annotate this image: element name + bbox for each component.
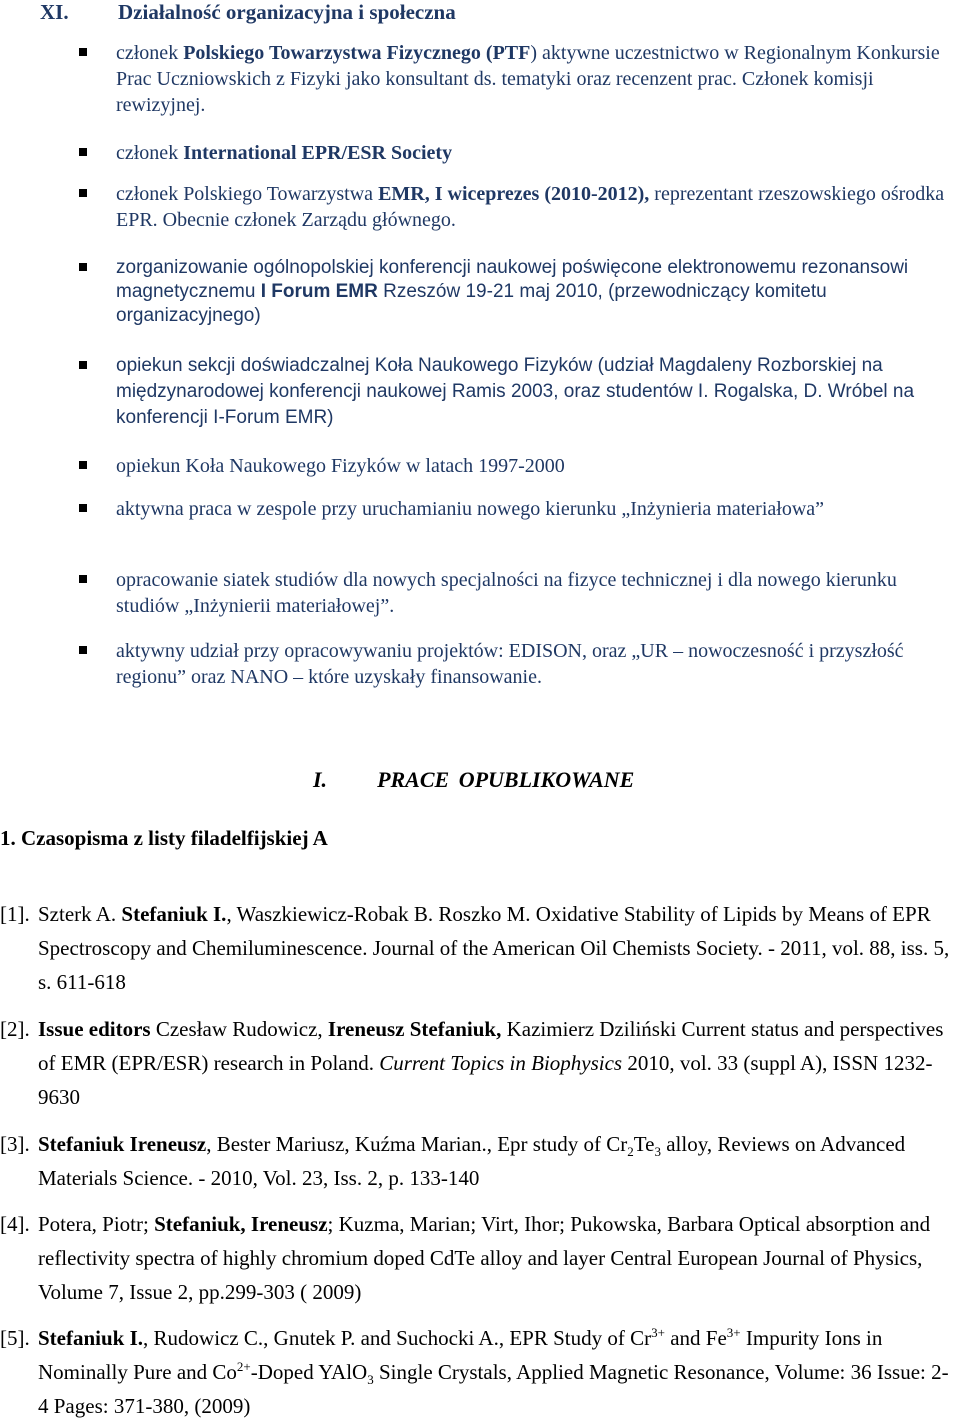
- reference-text-run: Single Crystals, Applied Magnetic Resonance, Volume: 36 Issue: 2-4 Pages: 371-380, (2009): [38, 1360, 949, 1418]
- publications-title: PRACE OPUBLIKOWANE: [377, 767, 635, 792]
- reference-text-run: Te: [633, 1132, 655, 1156]
- activity-item: [116, 638, 952, 690]
- reference-text-run: Issue editors: [38, 1017, 151, 1041]
- journal-list-subheading: 1. Czasopisma z listy filadelfijskiej A: [0, 826, 328, 850]
- reference-text-run: and Fe: [664, 1326, 727, 1350]
- activity-text-run: reprezentant rzeszowskiego ośrodka EPR. Obecnie członek Zarządu głównego.: [116, 183, 945, 231]
- reference-text-run: alloy, Reviews on Advanced Materials Science. - 2010, Vol. 23, Iss. 2, p. 133-140: [38, 1132, 906, 1190]
- reference-text-run: Current Topics in Biophysics: [379, 1051, 623, 1075]
- reference-text-run: , Waszkiewicz-Robak B. Roszko M. Oxidative Stability of Lipids by Means of EPR Spectroscopy and Chemiluminescence. Journal of the American Oil Chemists Society. - 2011, vol. 88, iss. 5, s. 611-618: [38, 902, 950, 994]
- square-bullet-icon: [79, 461, 87, 469]
- activity-text-run: opiekun Koła Naukowego Fizyków w latach 1997-2000: [116, 455, 565, 477]
- square-bullet-icon: [79, 148, 87, 156]
- reference-number: [5].: [0, 1326, 30, 1350]
- activity-text-run: Rzeszów 19-21 maj 2010, (przewodniczący komitetu organizacyjnego): [116, 281, 827, 326]
- section-title: Działalność organizacyjna i społeczna: [118, 0, 456, 24]
- reference-text-run: Stefaniuk Ireneusz: [38, 1132, 207, 1156]
- activity-item: [116, 567, 952, 619]
- reference-item: [0, 1127, 958, 1195]
- activity-text-run: członek: [116, 142, 184, 164]
- activity-item: [116, 40, 952, 118]
- reference-text-run: Stefaniuk I.: [38, 1326, 144, 1350]
- activity-text-run: aktywny udział przy opracowywaniu projektów: EDISON, oraz „UR – nowoczesność i przyszłość regionu” oraz NANO – które uzyskały finansowanie.: [116, 640, 904, 688]
- section-number: XI.: [40, 0, 69, 24]
- reference-item: [0, 1321, 958, 1423]
- reference-text-run: 3+: [651, 1325, 665, 1340]
- reference-item: [0, 1012, 958, 1114]
- reference-number: [4].: [0, 1212, 30, 1236]
- reference-number: [3].: [0, 1132, 30, 1156]
- activity-text-run: International EPR/ESR Society: [183, 142, 453, 164]
- reference-text-run: 2010, vol. 33 (suppl A), ISSN 1232-9630: [38, 1051, 933, 1109]
- reference-text-run: Impurity Ions in Nominally Pure and Co: [38, 1326, 883, 1384]
- reference-item: [0, 1207, 958, 1309]
- activity-text-run: Polskiego Towarzystwa Fizycznego (PTF: [183, 42, 531, 64]
- activity-item: [116, 256, 952, 328]
- reference-text-run: Ireneusz Stefaniuk,: [327, 1017, 502, 1041]
- section-heading: [40, 0, 456, 25]
- square-bullet-icon: [79, 361, 87, 369]
- activity-text-run: zorganizowanie ogólnopolskiej konferencji naukowej poświęcone elektronowemu rezonansowi magnetycznemu: [116, 257, 909, 302]
- reference-number: [2].: [0, 1017, 30, 1041]
- reference-text-run: -Doped YAlO: [250, 1360, 368, 1384]
- reference-text-run: , Rudowicz C., Gnutek P. and Suchocki A., EPR Study of Cr: [143, 1326, 652, 1350]
- square-bullet-icon: [79, 646, 87, 654]
- reference-text-run: Szterk A.: [38, 902, 122, 926]
- square-bullet-icon: [79, 575, 87, 583]
- reference-text-run: ; Kuzma, Marian; Virt, Ihor; Pukowska, Barbara Optical absorption and reflectivity spectra of highly chromium doped CdTe alloy and layer Central European Journal of Physics, Volume 7, Issue 2, pp.299-303 ( 2009): [38, 1212, 931, 1304]
- activity-item: [116, 353, 952, 431]
- reference-text-run: Stefaniuk, Ireneusz: [154, 1212, 328, 1236]
- activity-text-run: aktywna praca w zespole przy uruchamianiu nowego kierunku „Inżynieria materiałowa”: [116, 498, 825, 520]
- reference-item: [0, 897, 958, 999]
- reference-text-run: Stefaniuk I.: [121, 902, 227, 926]
- reference-text-run: , Bester Mariusz, Kuźma Marian., Epr study of Cr: [206, 1132, 628, 1156]
- reference-text-run: 3: [654, 1144, 661, 1160]
- activity-item: [116, 181, 952, 233]
- activity-item: [116, 140, 952, 166]
- reference-text-run: Potera, Piotr;: [38, 1212, 155, 1236]
- activity-text-run: opiekun sekcji doświadczalnej Koła Naukowego Fizyków (udział Magdaleny Rozborskiej na międzynarodowej konferencji naukowej Ramis 2003, oraz studentów I. Rogalska, D. Wróbel na konferencji I-Forum EMR): [116, 355, 915, 428]
- publications-roman-number: I.: [313, 767, 328, 792]
- activity-text-run: członek: [116, 42, 184, 64]
- reference-text-run: 3+: [726, 1325, 741, 1340]
- square-bullet-icon: [79, 504, 87, 512]
- activity-text-run: I Forum EMR: [260, 281, 378, 302]
- reference-text-run: 2: [627, 1144, 634, 1160]
- activity-text-run: EMR, I wiceprezes (2010-2012),: [378, 183, 650, 205]
- activity-item: [116, 453, 952, 479]
- activity-text-run: ) aktywne uczestnictwo w Regionalnym Konkursie Prac Uczniowskich z Fizyki jako konsultant ds. tematyki oraz recenzent prac. Członek komisji rewizyjnej.: [116, 42, 940, 116]
- reference-text-run: 2+: [236, 1359, 251, 1374]
- reference-text-run: 3: [367, 1372, 374, 1388]
- reference-text-run: Kazimierz Dziliński Current status and perspectives of EMR (EPR/ESR) research in Poland.: [38, 1017, 944, 1075]
- reference-number: [1].: [0, 902, 30, 926]
- activity-text-run: członek Polskiego Towarzystwa: [116, 183, 379, 205]
- square-bullet-icon: [79, 263, 87, 271]
- publications-heading: [313, 767, 634, 793]
- square-bullet-icon: [79, 48, 87, 56]
- activity-text-run: opracowanie siatek studiów dla nowych specjalności na fizyce technicznej i dla nowego kierunku studiów „Inżynierii materiałowej”.: [116, 569, 897, 617]
- square-bullet-icon: [79, 189, 87, 197]
- reference-text-run: Czesław Rudowicz,: [150, 1017, 328, 1041]
- activity-item: [116, 496, 952, 522]
